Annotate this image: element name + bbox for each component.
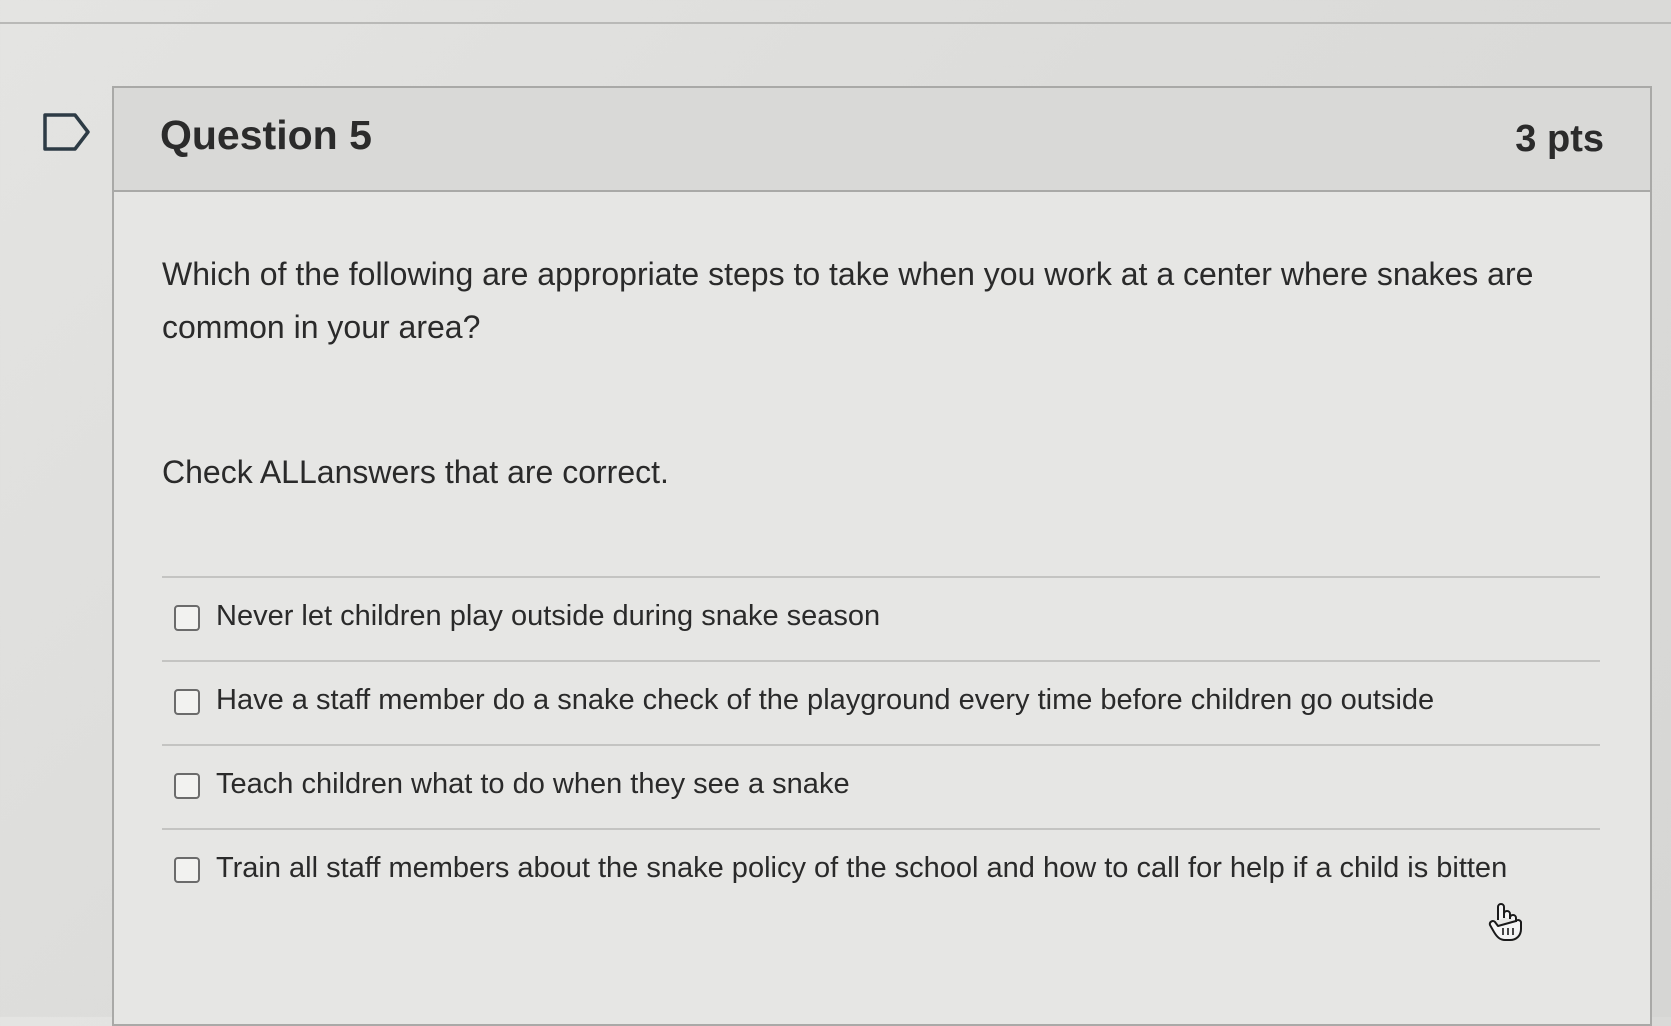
question-header [114,88,1650,192]
answer-label[interactable]: Teach children what to do when they see a snake [216,768,850,800]
flag-outline-icon[interactable] [42,112,92,152]
answer-checkbox[interactable] [174,689,200,715]
answer-list [162,576,1600,912]
page-top-divider [0,22,1671,24]
answer-checkbox[interactable] [174,773,200,799]
answer-checkbox[interactable] [174,605,200,631]
question-points: 3 pts [1515,118,1604,160]
question-text: Which of the following are appropriate steps to take when you work at a center where snakes are common in your area? [162,256,1534,345]
answer-option-3[interactable] [162,744,1600,828]
hand-pointer-icon [1488,902,1522,942]
answer-label[interactable]: Train all staff members about the snake policy of the school and how to call for help if a child is bitten [216,852,1508,884]
question-card [112,86,1652,1026]
answer-option-1[interactable] [162,576,1600,660]
answer-checkbox[interactable] [174,857,200,883]
question-title: Question 5 [160,112,372,158]
answer-label[interactable]: Have a staff member do a snake check of the playground every time before children go outside [216,684,1435,716]
answer-option-4[interactable] [162,828,1600,912]
question-instruction: Check ALLanswers that are correct. [162,454,669,490]
answer-option-2[interactable] [162,660,1600,744]
answer-label[interactable]: Never let children play outside during snake season [216,600,881,632]
